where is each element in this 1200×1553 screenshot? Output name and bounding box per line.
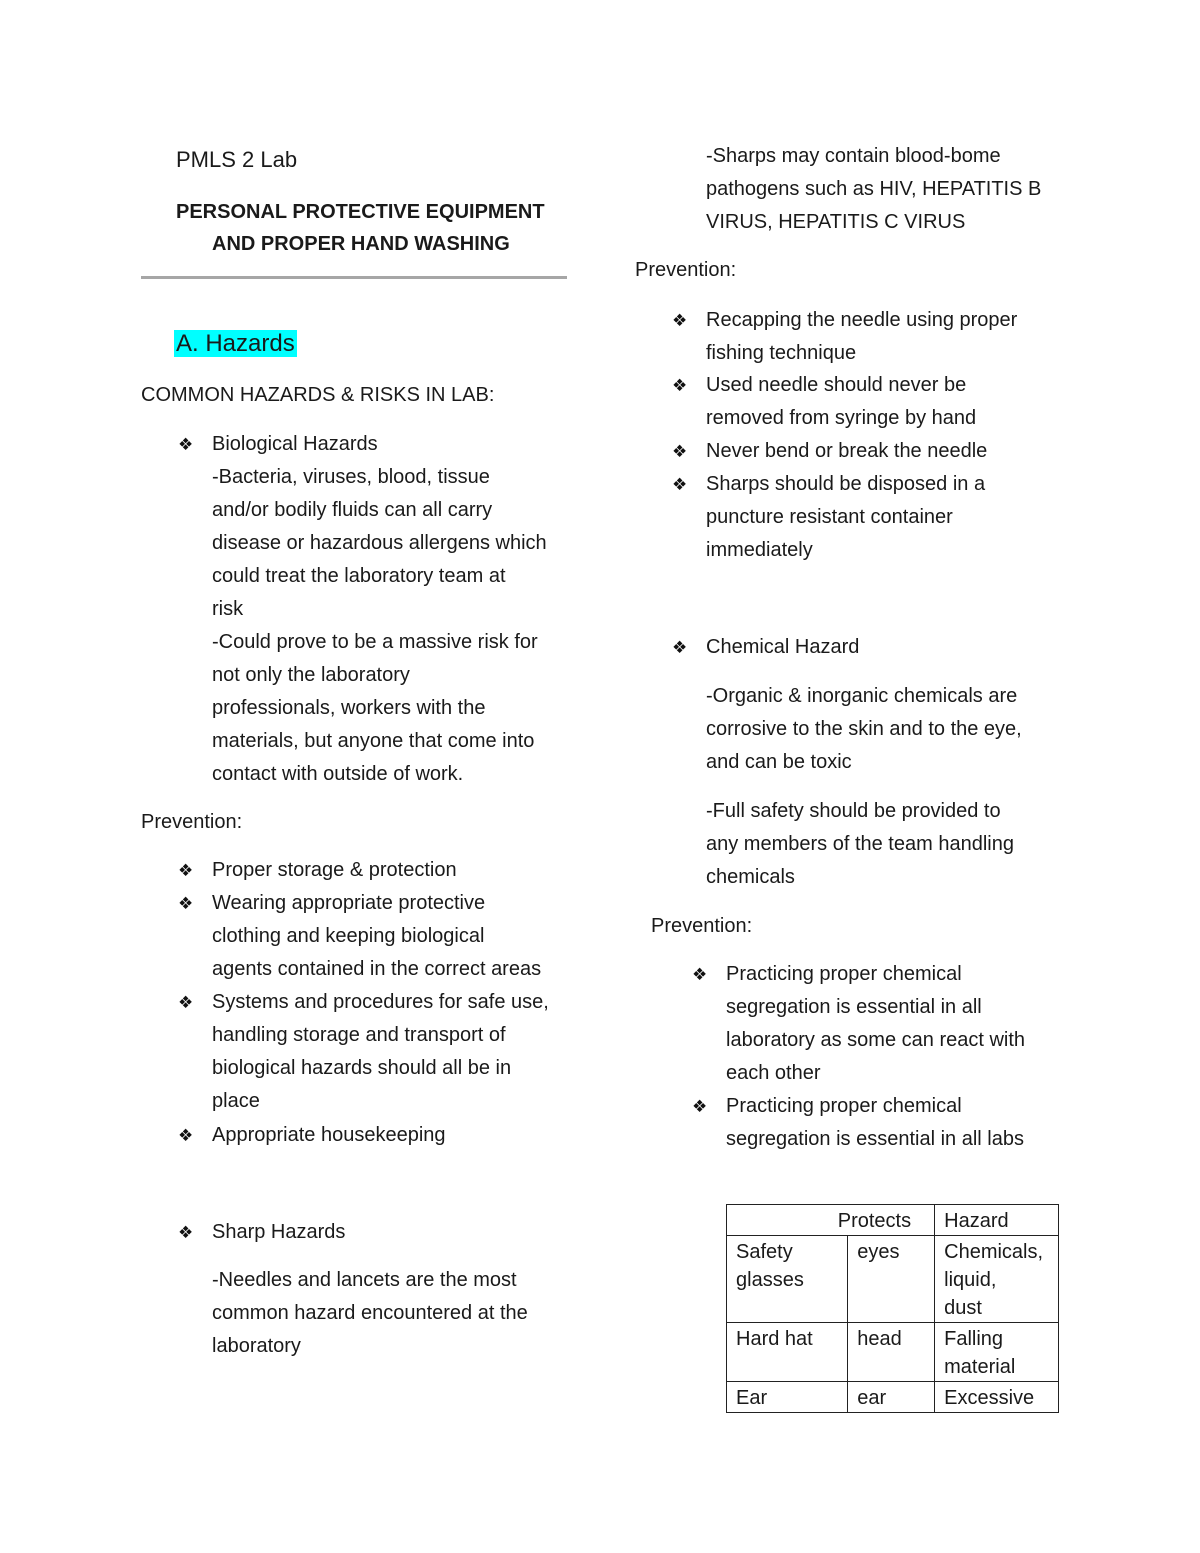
table-row [727,1323,1059,1382]
diamond-bullet-icon: ❖ [672,475,688,494]
sharp-prevention-item: Never bend or break the needle [706,440,988,462]
chemical-prevention-label: Prevention: [651,915,753,937]
document-title-line1: PERSONAL PROTECTIVE EQUIPMENT [176,201,545,223]
biological-prevention-item: Wearing appropriate protective clothing and keeping biological agents contained in the correct areas [212,892,542,980]
sharp-prevention-item: Sharps should be disposed in a puncture resistant container immediately [706,473,986,561]
table-cell: Falling material [935,1323,1059,1382]
chemical-desc-1: -Organic & inorganic chemicals are corrosive to the skin and to the eye, and can be toxic [706,685,1022,773]
diamond-bullet-icon: ❖ [672,376,688,395]
biological-prevention-label: Prevention: [141,811,243,833]
sharp-hazards-title: Sharp Hazards [212,1221,346,1243]
title-divider [141,276,567,279]
diamond-bullet-icon: ❖ [672,311,688,330]
table-cell: ear [848,1382,935,1413]
table-cell: Excessive [935,1382,1059,1413]
diamond-bullet-icon: ❖ [178,1223,194,1242]
biological-desc-2: -Could prove to be a massive risk for not only the laboratory professionals, workers with the materials, but anyone that come into contact with outside of work. [212,631,538,785]
course-title: PMLS 2 Lab [176,147,298,172]
diamond-bullet-icon: ❖ [178,1126,194,1145]
section-a-heading: A. Hazards [176,330,295,357]
document-title-line2: AND PROPER HAND WASHING [212,233,510,255]
table-cell: eyes [848,1236,935,1323]
table-row [727,1382,1059,1413]
biological-prevention-item: Appropriate housekeeping [212,1124,446,1146]
biological-hazards-title: Biological Hazards [212,433,378,455]
chemical-prevention-item: Practicing proper chemical segregation is essential in all laboratory as some can react with each other [726,963,1026,1084]
table-header-cell [837,1205,935,1236]
table-cell: Safety glasses [727,1236,848,1323]
biological-prevention-item: Proper storage & protection [212,859,457,881]
sharp-prevention-item: Recapping the needle using proper fishing technique [706,309,1018,364]
section-heading [174,328,297,362]
biological-desc-1: -Bacteria, viruses, blood, tissue and/or bodily fluids can all carry disease or hazardous allergens which could treat the laboratory team at risk [212,466,547,620]
table-cell: Chemicals, liquid, dust [935,1236,1059,1323]
table-cell: Hard hat [727,1323,848,1382]
diamond-bullet-icon: ❖ [178,861,194,880]
chemical-desc-2: -Full safety should be provided to any members of the team handling chemicals [706,800,1014,888]
protects-header: Protects [837,1210,912,1232]
diamond-bullet-icon: ❖ [178,993,194,1012]
table-cell: Ear [727,1382,848,1413]
diamond-bullet-icon: ❖ [692,1097,708,1116]
diamond-bullet-icon: ❖ [672,638,688,657]
sharp-desc-2: -Sharps may contain blood-bome pathogens such as HIV, HEPATITIS B VIRUS, HEPATITIS C VIRUS [706,145,1042,233]
chemical-prevention-item: Practicing proper chemical segregation is essential in all labs [726,1095,1024,1150]
diamond-bullet-icon: ❖ [672,442,688,461]
sharp-prevention-label: Prevention: [635,259,737,281]
table-header-cell: Hazard [935,1205,1059,1236]
table-header-cell [727,1205,848,1236]
diamond-bullet-icon: ❖ [178,894,194,913]
sharp-prevention-item: Used needle should never be removed from syringe by hand [706,374,977,429]
diamond-bullet-icon: ❖ [178,435,194,454]
sharp-desc-1: -Needles and lancets are the most common hazard encountered at the laboratory [212,1269,528,1357]
table-cell: head [848,1323,935,1382]
table-row [727,1236,1059,1323]
biological-prevention-item: Systems and procedures for safe use, handling storage and transport of biological hazards should all be in place [212,991,549,1112]
chemical-hazard-title: Chemical Hazard [706,636,860,658]
ppe-table [726,1204,1059,1413]
table-header-row [727,1205,1059,1236]
section-subheading: COMMON HAZARDS & RISKS IN LAB: [141,384,495,406]
diamond-bullet-icon: ❖ [692,965,708,984]
